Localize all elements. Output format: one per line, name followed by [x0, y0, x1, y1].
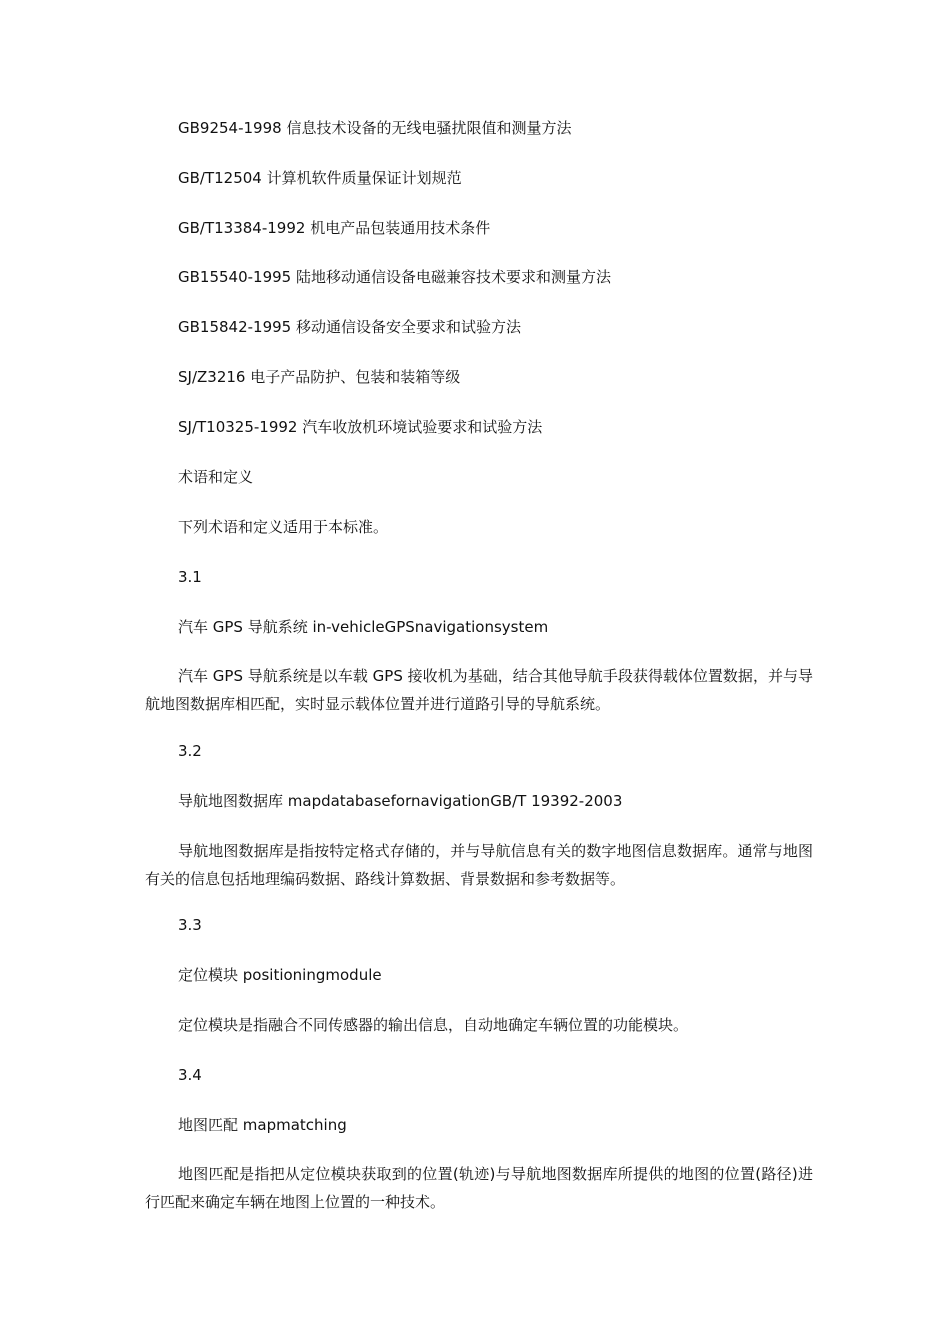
term-heading: 汽车 GPS 导航系统 in-vehicleGPSnavigationsystem	[178, 618, 549, 636]
reference-item: GB/T12504 计算机软件质量保证计划规范	[178, 169, 462, 187]
term-number: 3.4	[178, 1066, 202, 1084]
term-heading: 定位模块 positioningmodule	[178, 966, 382, 984]
reference-item: SJ/T10325-1992 汽车收放机环境试验要求和试验方法	[178, 418, 543, 436]
term-heading: 地图匹配 mapmatching	[178, 1116, 347, 1134]
term-heading: 导航地图数据库 mapdatabasefornavigationGB/T 19392-2003	[178, 792, 623, 810]
term-number: 3.1	[178, 568, 202, 586]
term-definition: 地图匹配是指把从定位模块获取到的位置(轨迹)与导航地图数据库所提供的地图的位置(路径)进行匹配来确定车辆在地图上位置的一种技术。	[145, 1165, 813, 1211]
term-number: 3.3	[178, 916, 202, 934]
section-title: 术语和定义	[178, 468, 254, 486]
reference-item: SJ/Z3216 电子产品防护、包装和装箱等级	[178, 368, 461, 386]
reference-item: GB15842-1995 移动通信设备安全要求和试验方法	[178, 318, 521, 336]
term-definition: 汽车 GPS 导航系统是以车载 GPS 接收机为基础，结合其他导航手段获得载体位置数据，并与导航地图数据库相匹配，实时显示载体位置并进行道路引导的导航系统。	[145, 667, 813, 713]
term-number: 3.2	[178, 742, 202, 760]
section-intro: 下列术语和定义适用于本标准。	[178, 518, 389, 536]
reference-item: GB9254-1998 信息技术设备的无线电骚扰限值和测量方法	[178, 119, 572, 137]
term-definition: 定位模块是指融合不同传感器的输出信息，自动地确定车辆位置的功能模块。	[178, 1016, 689, 1034]
term-definition: 导航地图数据库是指按特定格式存储的，并与导航信息有关的数字地图信息数据库。通常与地图有关的信息包括地理编码数据、路线计算数据、背景数据和参考数据等。	[145, 842, 813, 888]
reference-item: GB15540-1995 陆地移动通信设备电磁兼容技术要求和测量方法	[178, 268, 611, 286]
reference-item: GB/T13384-1992 机电产品包装通用技术条件	[178, 219, 491, 237]
